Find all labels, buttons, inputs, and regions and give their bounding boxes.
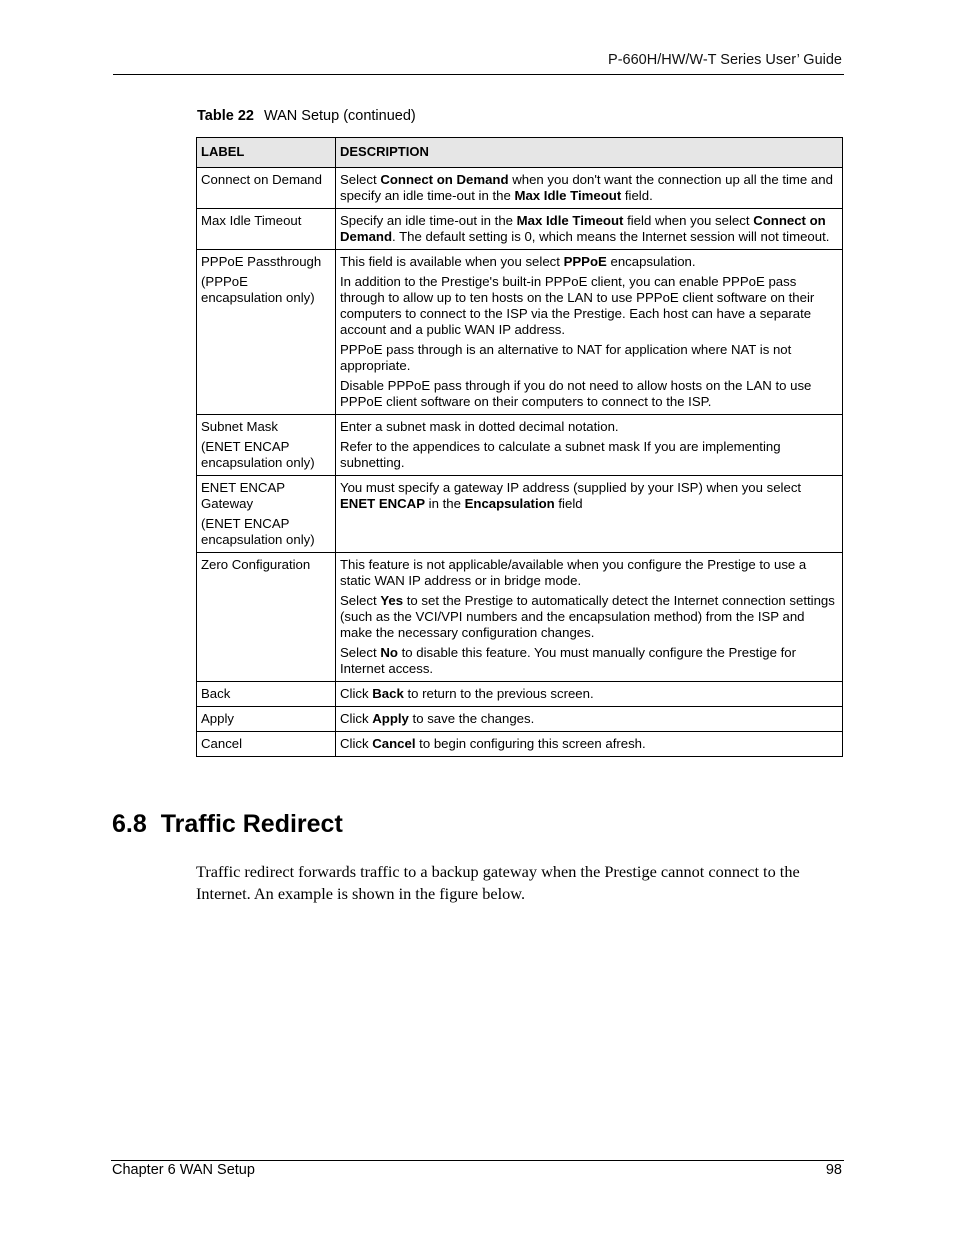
column-header-label: LABEL bbox=[197, 138, 336, 168]
wan-setup-table bbox=[196, 137, 843, 757]
row-description: This feature is not applicable/available when you configure the Prestige to use a static WAN IP address or in bridge mode. Select Yes to set the Prestige to automatically detect the Internet connection settings (such as the VCI/VPI numbers and the encapsulation method) from the ISP and make the necessary configuration changes. Select No to disable this feature. You must manually configure the Prestige for Internet access. bbox=[336, 553, 843, 682]
table-row bbox=[197, 209, 843, 250]
row-label: ENET ENCAP Gateway (ENET ENCAP encapsulation only) bbox=[197, 476, 336, 553]
header-divider bbox=[113, 74, 844, 75]
row-label: Connect on Demand bbox=[197, 168, 336, 209]
row-description: Click Cancel to begin configuring this screen afresh. bbox=[336, 732, 843, 757]
row-description: You must specify a gateway IP address (supplied by your ISP) when you select ENET ENCAP in the Encapsulation field bbox=[336, 476, 843, 553]
table-row bbox=[197, 168, 843, 209]
row-description: Select Connect on Demand when you don't want the connection up all the time and specify an idle time-out in the Max Idle Timeout field. bbox=[336, 168, 843, 209]
row-label: Max Idle Timeout bbox=[197, 209, 336, 250]
row-description: Specify an idle time-out in the Max Idle Timeout field when you select Connect on Demand. The default setting is 0, which means the Internet session will not timeout. bbox=[336, 209, 843, 250]
row-label: Subnet Mask (ENET ENCAP encapsulation only) bbox=[197, 415, 336, 476]
row-description: This field is available when you select PPPoE encapsulation. In addition to the Prestige's built-in PPPoE client, you can enable PPPoE pass through to allow up to ten hosts on the LAN to use PPPoE client software on their computers to connect to the ISP via the Prestige. Each host can have a separate account and a public WAN IP address. PPPoE pass through is an alternative to NAT for application where NAT is not appropriate. Disable PPPoE pass through if you do not need to allow hosts on the LAN to use PPPoE client software on their computers to connect to the ISP. bbox=[336, 250, 843, 415]
page-number: 98 bbox=[825, 1162, 842, 1178]
table-row bbox=[197, 476, 843, 553]
row-label-note: (PPPoE encapsulation only) bbox=[201, 274, 315, 305]
table-row bbox=[197, 732, 843, 757]
table-caption bbox=[197, 108, 416, 124]
section-body-paragraph: Traffic redirect forwards traffic to a backup gateway when the Prestige cannot connect to the Internet. An example is shown in the figure below. bbox=[196, 862, 800, 903]
table-caption-label: Table 22 bbox=[197, 108, 254, 124]
row-label-note: (ENET ENCAP encapsulation only) bbox=[201, 439, 315, 470]
row-label: Apply bbox=[197, 707, 336, 732]
row-description: Click Apply to save the changes. bbox=[336, 707, 843, 732]
row-label-note: (ENET ENCAP encapsulation only) bbox=[201, 516, 315, 547]
table-row bbox=[197, 707, 843, 732]
table-caption-text: WAN Setup (continued) bbox=[263, 108, 416, 124]
table-row bbox=[197, 553, 843, 682]
row-label: Zero Configuration bbox=[197, 553, 336, 682]
running-header-title: P-660H/HW/W-T Series User’ Guide bbox=[608, 52, 842, 68]
row-label: PPPoE Passthrough (PPPoE encapsulation only) bbox=[197, 250, 336, 415]
row-label: Back bbox=[197, 682, 336, 707]
table-row bbox=[197, 415, 843, 476]
footer-chapter: Chapter 6 WAN Setup bbox=[112, 1162, 255, 1178]
table-header-row bbox=[197, 138, 843, 168]
row-description: Enter a subnet mask in dotted decimal notation. Refer to the appendices to calculate a subnet mask If you are implementing subnetting. bbox=[336, 415, 843, 476]
table-row bbox=[197, 682, 843, 707]
row-description: Click Back to return to the previous screen. bbox=[336, 682, 843, 707]
section-number: 6.8 bbox=[112, 810, 147, 838]
section-title: Traffic Redirect bbox=[160, 810, 343, 838]
section-heading bbox=[112, 810, 343, 839]
column-header-description: DESCRIPTION bbox=[336, 138, 843, 168]
row-label: Cancel bbox=[197, 732, 336, 757]
footer-divider bbox=[111, 1160, 844, 1161]
table-row bbox=[197, 250, 843, 415]
